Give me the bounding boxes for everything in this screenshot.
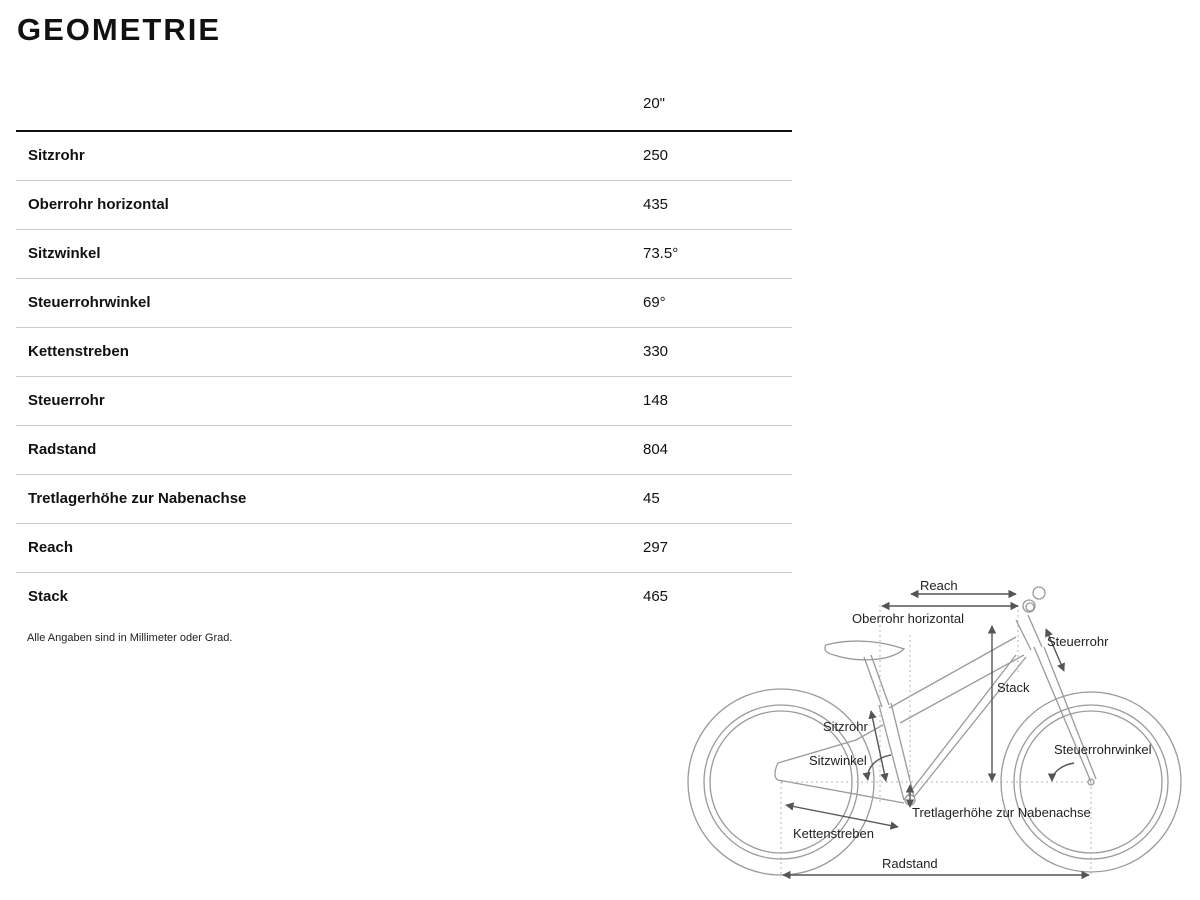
row-value: 465 <box>643 588 669 605</box>
row-label: Reach <box>28 539 74 556</box>
row-label: Steuerrohr <box>28 392 105 409</box>
row-value: 330 <box>643 343 669 360</box>
table-row-steuerrohrwinkel <box>16 279 792 328</box>
row-label: Stack <box>28 588 69 605</box>
label-stack: Stack <box>997 680 1030 695</box>
table-row-oberrohr <box>16 181 792 230</box>
row-label: Tretlagerhöhe zur Nabenachse <box>28 490 247 507</box>
label-steuerrohrwinkel: Steuerrohrwinkel <box>1054 742 1152 757</box>
table-row-stack <box>16 573 792 621</box>
label-kettenstreben: Kettenstreben <box>793 826 874 841</box>
page-title: GEOMETRIE <box>17 12 222 47</box>
bike-geometry-diagram <box>686 575 1191 885</box>
table-header <box>16 80 792 132</box>
row-value: 297 <box>643 539 669 556</box>
label-sitzrohr: Sitzrohr <box>823 719 868 734</box>
label-sitzwinkel: Sitzwinkel <box>809 753 867 768</box>
bike-drawing <box>688 587 1181 875</box>
row-value: 69° <box>643 294 666 311</box>
row-label: Sitzrohr <box>28 147 85 164</box>
table-row-steuerrohr <box>16 377 792 426</box>
units-footnote: Alle Angaben sind in Millimeter oder Grad. <box>27 632 233 644</box>
row-label: Oberrohr horizontal <box>28 196 169 213</box>
row-value: 73.5° <box>643 245 679 262</box>
geometry-table <box>16 80 792 621</box>
row-label: Kettenstreben <box>28 343 129 360</box>
row-value: 45 <box>643 490 660 507</box>
label-reach: Reach <box>920 578 958 593</box>
label-tretlagerhoehe: Tretlagerhöhe zur Nabenachse <box>912 805 1091 820</box>
row-label: Sitzwinkel <box>28 245 101 262</box>
row-label: Radstand <box>28 441 97 458</box>
table-row-sitzwinkel <box>16 230 792 279</box>
row-value: 250 <box>643 147 669 164</box>
label-oberrohr-horizontal: Oberrohr horizontal <box>852 611 964 626</box>
label-steuerrohr: Steuerrohr <box>1047 634 1109 649</box>
row-value: 148 <box>643 392 669 409</box>
table-row-radstand <box>16 426 792 475</box>
table-row-tretlagerhoehe <box>16 475 792 524</box>
row-label: Steuerrohrwinkel <box>28 294 151 311</box>
row-value: 804 <box>643 441 669 458</box>
table-row-reach <box>16 524 792 573</box>
row-value: 435 <box>643 196 669 213</box>
size-column-header: 20" <box>643 95 666 112</box>
label-radstand: Radstand <box>882 856 938 871</box>
table-row-kettenstreben <box>16 328 792 377</box>
table-row-sitzrohr <box>16 132 792 181</box>
